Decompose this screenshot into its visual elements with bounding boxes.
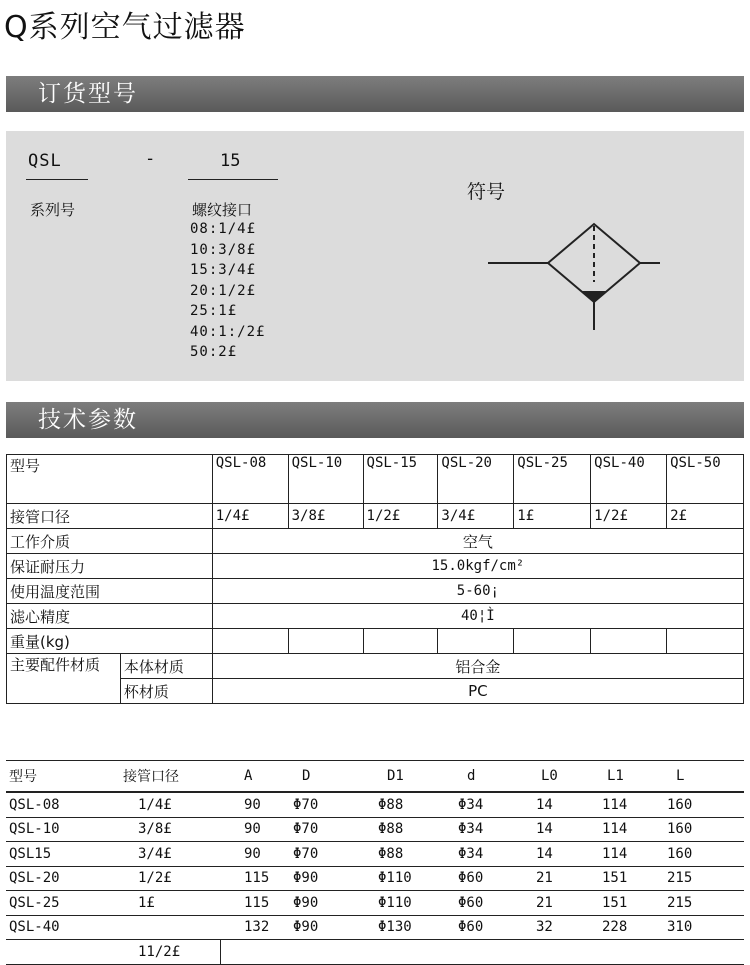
filter-symbol-icon xyxy=(484,216,674,336)
spec-port: 1/2£ xyxy=(363,504,438,529)
dim-header: 接管口径 xyxy=(120,761,220,793)
dim-d1: Φ88 xyxy=(375,842,455,867)
dim-d1: Φ110 xyxy=(375,866,455,891)
dim-l0: 21 xyxy=(533,891,599,916)
spec-material-label: 主要配件材质 xyxy=(7,654,121,704)
spec-model-label: 型号 xyxy=(7,455,213,504)
dim-l0: 14 xyxy=(533,842,599,867)
table-row xyxy=(7,554,744,579)
size-item: 25:1£ xyxy=(190,303,238,319)
dim-header: L xyxy=(664,761,744,793)
spec-port: 1/4£ xyxy=(212,504,288,529)
section-header-order: 订货型号 xyxy=(6,76,744,112)
spec-precision-label: 滤心精度 xyxy=(7,604,213,629)
spec-body: 铝合金 xyxy=(212,654,743,679)
dim-d xyxy=(455,940,533,965)
spec-weight-cell xyxy=(438,629,514,654)
dim-header: d xyxy=(455,761,533,793)
spec-weight-label: 重量(kg) xyxy=(7,629,213,654)
dim-port: 3/4£ xyxy=(120,842,220,867)
dim-d: Φ60 xyxy=(455,915,533,940)
table-row xyxy=(6,915,744,940)
dim-l1: 228 xyxy=(599,915,664,940)
dim-d: Φ34 xyxy=(455,817,533,842)
spec-weight-cell xyxy=(288,629,363,654)
table-row xyxy=(6,842,744,867)
table-row xyxy=(7,629,744,654)
table-row xyxy=(6,891,744,916)
dim-d: Φ60 xyxy=(455,891,533,916)
table-row xyxy=(7,529,744,554)
dim-model: QSL15 xyxy=(6,842,120,867)
size-code: 15 xyxy=(220,151,241,171)
spec-port-label: 接管口径 xyxy=(7,504,213,529)
spec-model: QSL-08 xyxy=(212,455,288,504)
dim-a: 115 xyxy=(220,891,290,916)
spec-model: QSL-25 xyxy=(514,455,591,504)
spec-medium-label: 工作介质 xyxy=(7,529,213,554)
dim-l1: 114 xyxy=(599,792,664,817)
dim-d: Φ34 xyxy=(455,842,533,867)
dim-a: 115 xyxy=(220,866,290,891)
dim-l1 xyxy=(599,940,664,965)
spec-bowl-label: 杯材质 xyxy=(120,679,212,704)
dim-l0: 21 xyxy=(533,866,599,891)
series-code: QSL xyxy=(28,151,62,171)
spec-body-label: 本体材质 xyxy=(120,654,212,679)
dim-port: 3/8£ xyxy=(120,817,220,842)
dim-a: 132 xyxy=(220,915,290,940)
code-dash: - xyxy=(145,149,156,169)
table-row xyxy=(7,604,744,629)
table-row xyxy=(6,817,744,842)
spec-model: QSL-40 xyxy=(591,455,667,504)
dim-d-outer: Φ70 xyxy=(290,817,375,842)
spec-port: 2£ xyxy=(667,504,744,529)
dim-port: 1£ xyxy=(120,891,220,916)
dim-header: L1 xyxy=(599,761,664,793)
dim-a: 90 xyxy=(220,817,290,842)
spec-model: QSL-15 xyxy=(363,455,438,504)
dim-a xyxy=(220,940,290,965)
table-row xyxy=(7,504,744,529)
spec-pressure: 15.0kgf/cm² xyxy=(212,554,743,579)
dim-l: 310 xyxy=(664,915,744,940)
dim-l0 xyxy=(533,940,599,965)
dim-a: 90 xyxy=(220,792,290,817)
size-item: 15:3/4£ xyxy=(190,262,257,278)
dim-l0: 14 xyxy=(533,792,599,817)
spec-weight-cell xyxy=(667,629,744,654)
size-item: 50:2£ xyxy=(190,344,238,360)
dim-header: 型号 xyxy=(6,761,120,793)
dim-d1: Φ130 xyxy=(375,915,455,940)
spec-port: 1£ xyxy=(514,504,591,529)
spec-weight-cell xyxy=(514,629,591,654)
dim-l: 215 xyxy=(664,866,744,891)
dim-a: 90 xyxy=(220,842,290,867)
thread-size-list xyxy=(190,219,265,363)
thread-label: 螺纹接口 xyxy=(192,201,253,219)
dim-d-outer xyxy=(290,940,375,965)
dim-d1 xyxy=(375,940,455,965)
spec-medium: 空气 xyxy=(212,529,743,554)
dim-port: 11/2£ xyxy=(120,940,220,965)
order-code-panel xyxy=(6,131,744,381)
size-item: 08:1/4£ xyxy=(190,221,257,237)
dim-l: 215 xyxy=(664,891,744,916)
dim-l0: 14 xyxy=(533,817,599,842)
dim-d-outer: Φ90 xyxy=(290,866,375,891)
dim-model: QSL-25 xyxy=(6,891,120,916)
dim-d-outer: Φ70 xyxy=(290,792,375,817)
spec-temp-label: 使用温度范围 xyxy=(7,579,213,604)
dim-port xyxy=(120,915,220,940)
dimension-table xyxy=(6,760,744,965)
dim-l1: 114 xyxy=(599,842,664,867)
dim-d-outer: Φ70 xyxy=(290,842,375,867)
spec-model: QSL-10 xyxy=(288,455,363,504)
dim-l: 160 xyxy=(664,842,744,867)
dim-header: D1 xyxy=(375,761,455,793)
dim-header: D xyxy=(290,761,375,793)
dim-model: QSL-20 xyxy=(6,866,120,891)
dim-header: L0 xyxy=(533,761,599,793)
table-row xyxy=(7,455,744,504)
series-underline xyxy=(26,179,88,180)
table-row xyxy=(7,579,744,604)
symbol-label: 符号 xyxy=(467,181,506,203)
spec-port: 3/4£ xyxy=(438,504,514,529)
page-title: Q系列空气过滤器 xyxy=(4,10,246,45)
spec-weight-cell xyxy=(591,629,667,654)
spec-port: 3/8£ xyxy=(288,504,363,529)
dim-model: QSL-08 xyxy=(6,792,120,817)
table-row xyxy=(6,940,744,965)
dim-d-outer: Φ90 xyxy=(290,915,375,940)
size-item: 10:3/8£ xyxy=(190,241,257,258)
size-item: 20:1/2£ xyxy=(190,282,257,299)
series-label: 系列号 xyxy=(30,201,76,219)
dim-d1: Φ110 xyxy=(375,891,455,916)
table-row xyxy=(6,866,744,891)
section-header-tech: 技术参数 xyxy=(6,402,744,438)
dim-d1: Φ88 xyxy=(375,817,455,842)
dim-port: 1/2£ xyxy=(120,866,220,891)
table-header-row xyxy=(6,761,744,793)
dim-model xyxy=(6,940,120,965)
dim-d: Φ34 xyxy=(455,792,533,817)
dim-l1: 114 xyxy=(599,817,664,842)
dim-l: 160 xyxy=(664,792,744,817)
dim-d1: Φ88 xyxy=(375,792,455,817)
spec-precision: 40¦Ì xyxy=(212,604,743,629)
dim-model: QSL-10 xyxy=(6,817,120,842)
dim-l: 160 xyxy=(664,817,744,842)
dim-l1: 151 xyxy=(599,891,664,916)
table-row xyxy=(6,792,744,817)
dim-l xyxy=(664,940,744,965)
dim-d: Φ60 xyxy=(455,866,533,891)
spec-pressure-label: 保证耐压力 xyxy=(7,554,213,579)
spec-table xyxy=(6,454,744,704)
spec-weight-cell xyxy=(212,629,288,654)
spec-port: 1/2£ xyxy=(591,504,667,529)
dim-l0: 32 xyxy=(533,915,599,940)
dim-l1: 151 xyxy=(599,866,664,891)
dim-d-outer: Φ90 xyxy=(290,891,375,916)
spec-temp: 5-60¡ xyxy=(212,579,743,604)
dim-model: QSL-40 xyxy=(6,915,120,940)
size-item: 40:1:/2£ xyxy=(190,323,266,340)
size-underline xyxy=(188,179,278,180)
spec-weight-cell xyxy=(363,629,438,654)
spec-model: QSL-50 xyxy=(667,455,744,504)
spec-model: QSL-20 xyxy=(438,455,514,504)
dim-header: A xyxy=(220,761,290,793)
spec-bowl: PC xyxy=(212,679,743,704)
dim-port: 1/4£ xyxy=(120,792,220,817)
table-row xyxy=(7,654,744,679)
